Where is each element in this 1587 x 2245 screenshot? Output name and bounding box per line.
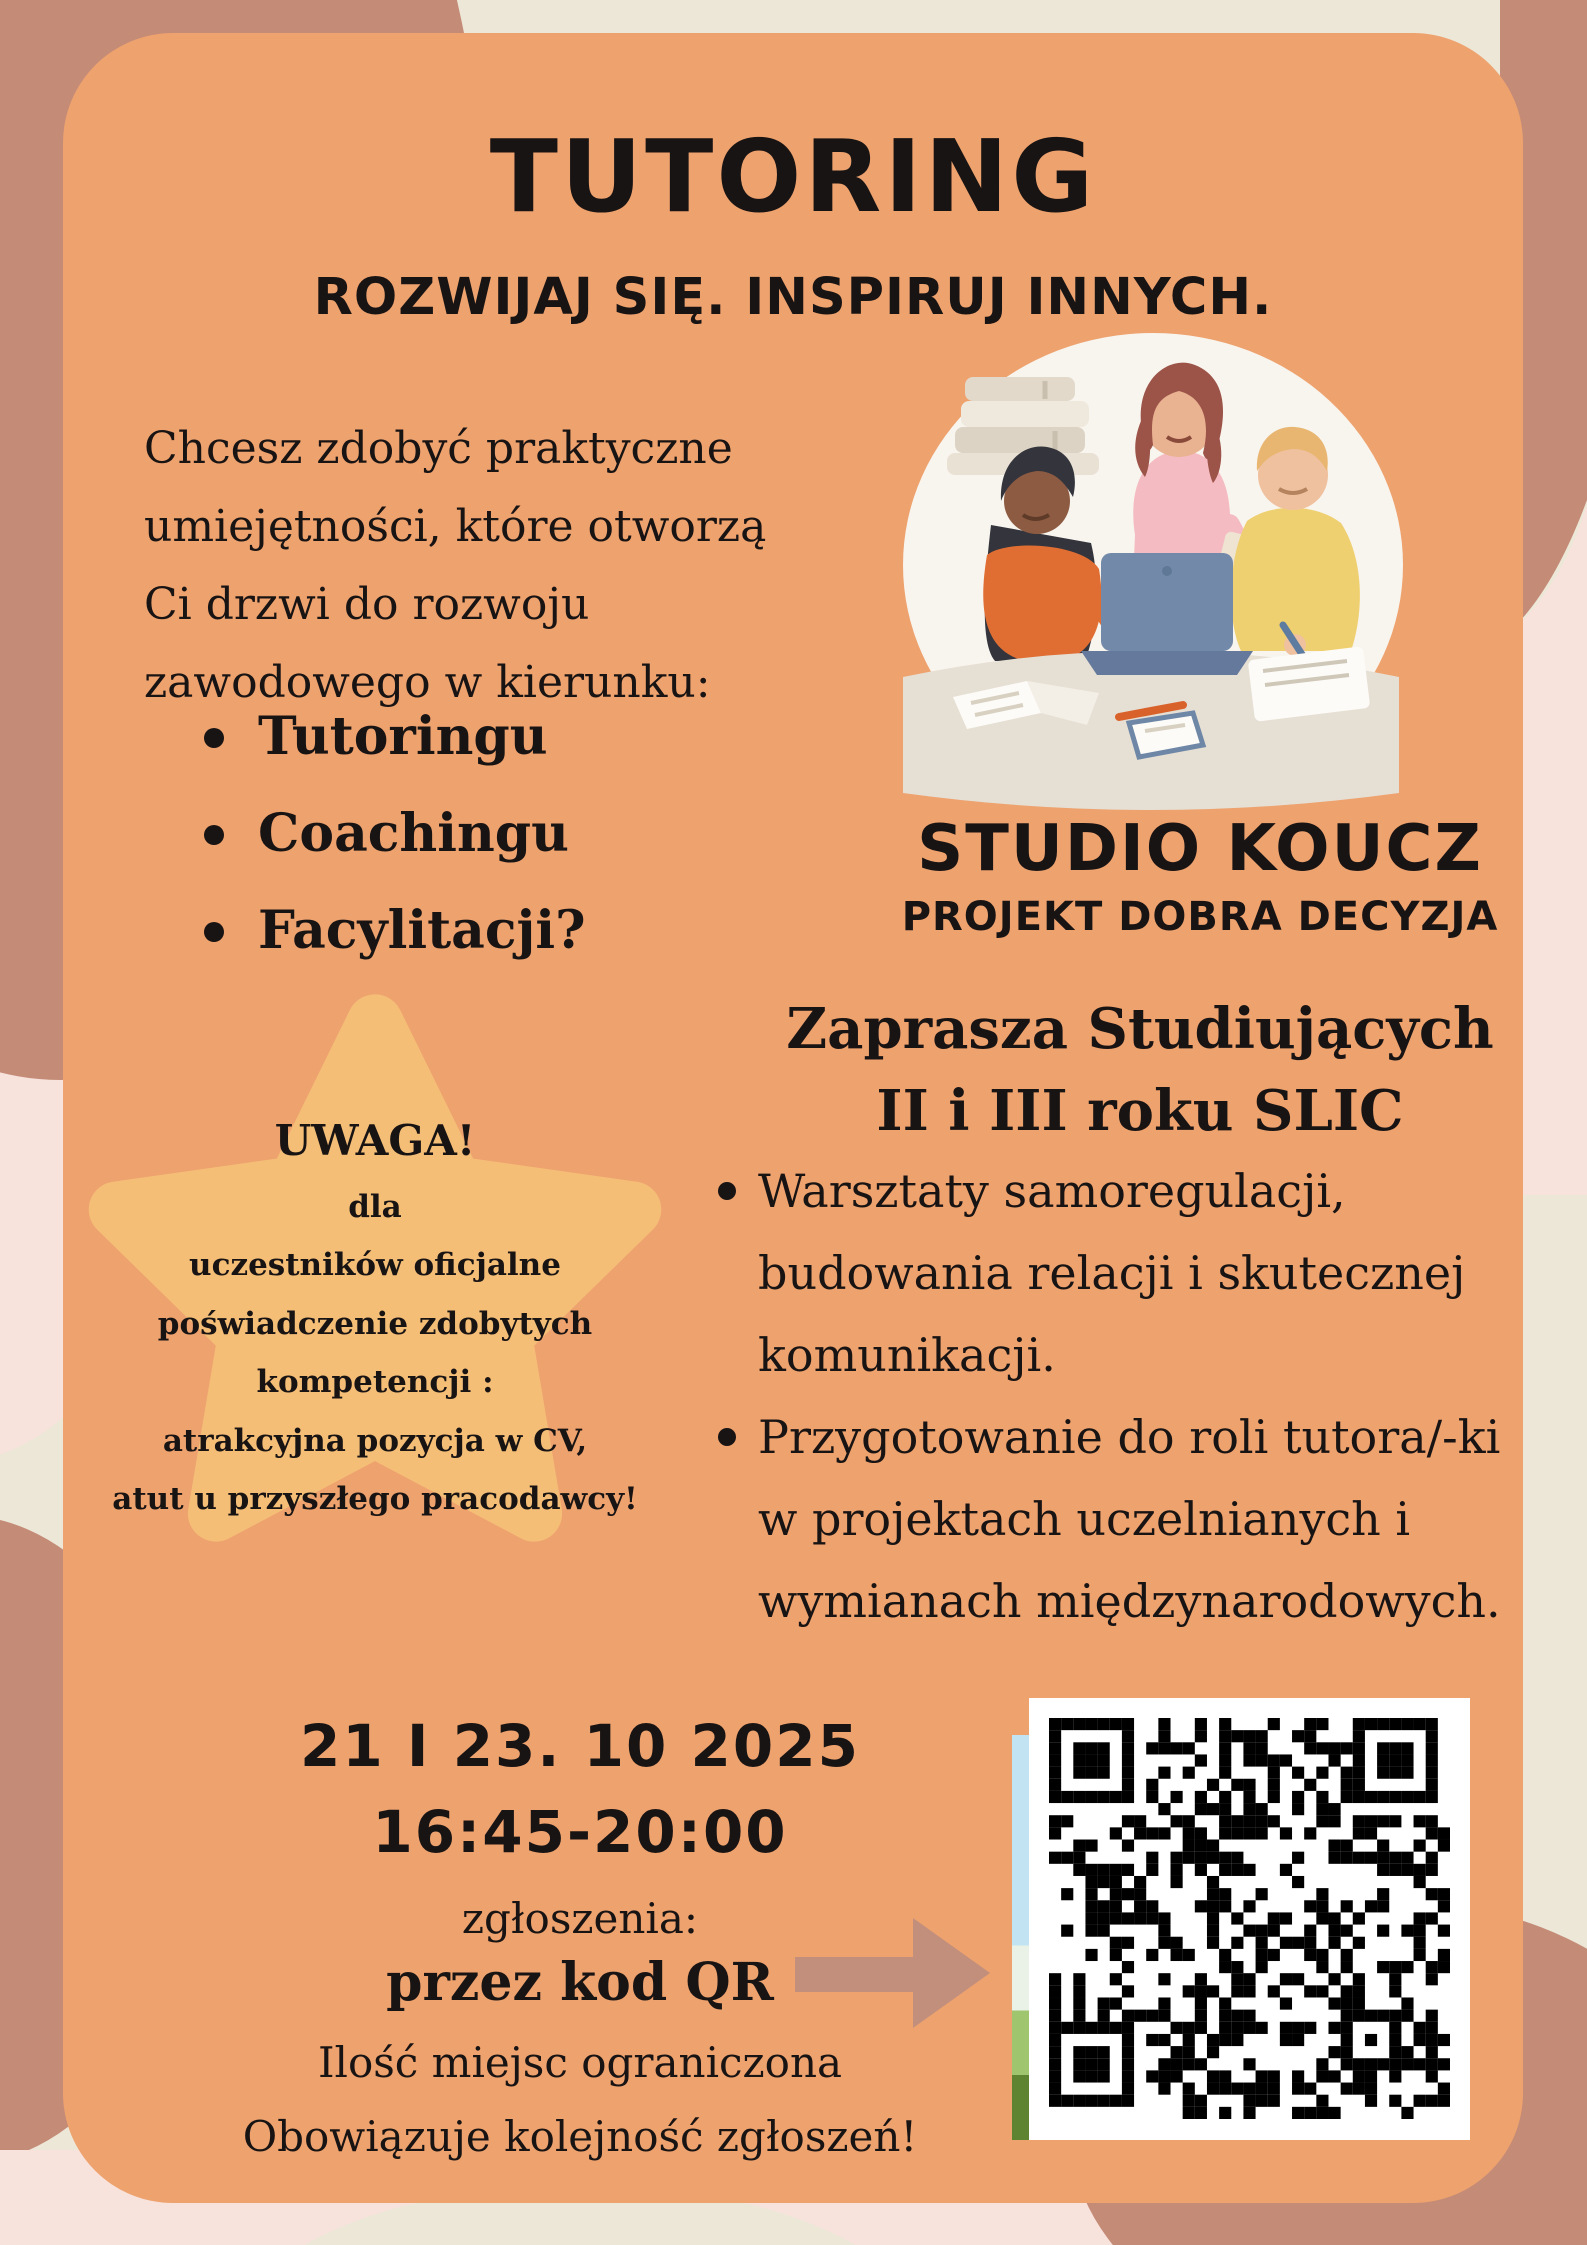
tutoring-illustration <box>895 325 1405 825</box>
star-note-line: atut u przyszłego pracodawcy! <box>112 1481 638 1517</box>
signup-note2: Obowiązuje kolejność zgłoszeń! <box>242 2112 918 2161</box>
right-arrow-icon <box>790 1910 995 2035</box>
brand-tagline: PROJEKT DOBRA DECYZJA <box>901 894 1499 940</box>
qr-photo-strip <box>1012 1735 1030 2140</box>
star-note-line: poświadczenie zdobytych <box>157 1306 593 1342</box>
list-item: Coachingu <box>196 785 756 882</box>
star-note-line: kompetencji : <box>256 1364 494 1400</box>
invite-bullet-list <box>758 1150 1523 1642</box>
laptop-icon <box>1081 553 1253 675</box>
list-item: Warsztaty samoregulacji, budowania relacji i skutecznej komunikacji. <box>758 1150 1523 1396</box>
page-title: TUTORING <box>489 118 1097 235</box>
brand-name: STUDIO KOUCZ <box>917 812 1483 886</box>
signup-note1: Ilość miejsc ograniczona <box>317 2038 843 2087</box>
intro-bullet-list <box>196 688 756 979</box>
list-item: Tutoringu <box>196 688 756 785</box>
intro-text: Chcesz zdobyć praktyczne umiejętności, które otworzą Ci drzwi do rozwoju zawodowego w kierunku: <box>144 423 767 708</box>
star-note-line: atrakcyjna pozycja w CV, <box>162 1423 588 1459</box>
star-note-line: uczestników oficjalne <box>189 1247 561 1283</box>
qr-code <box>1029 1698 1470 2140</box>
qr-pattern <box>1049 1718 1450 2119</box>
invite-line1: Zaprasza Studiujących <box>786 996 1494 1062</box>
list-item: Przygotowanie do roli tutora/-ki w projektach uczelnianych i wymianach międzynarodowych. <box>758 1396 1523 1642</box>
star-note-heading: UWAGA! <box>274 1116 476 1165</box>
schedule-time: 16:45-20:00 <box>372 1798 788 1866</box>
list-item: Facylitacji? <box>196 882 756 979</box>
page-subtitle: ROZWIJAJ SIĘ. INSPIRUJ INNYCH. <box>313 268 1273 327</box>
invite-line2: II i III roku SLIC <box>876 1078 1404 1144</box>
signup-label: zgłoszenia: <box>461 1894 699 1943</box>
star-note-line: dla <box>348 1189 402 1225</box>
schedule-dates: 21 I 23. 10 2025 <box>300 1712 860 1780</box>
signup-method: przez kod QR <box>386 1952 774 2013</box>
